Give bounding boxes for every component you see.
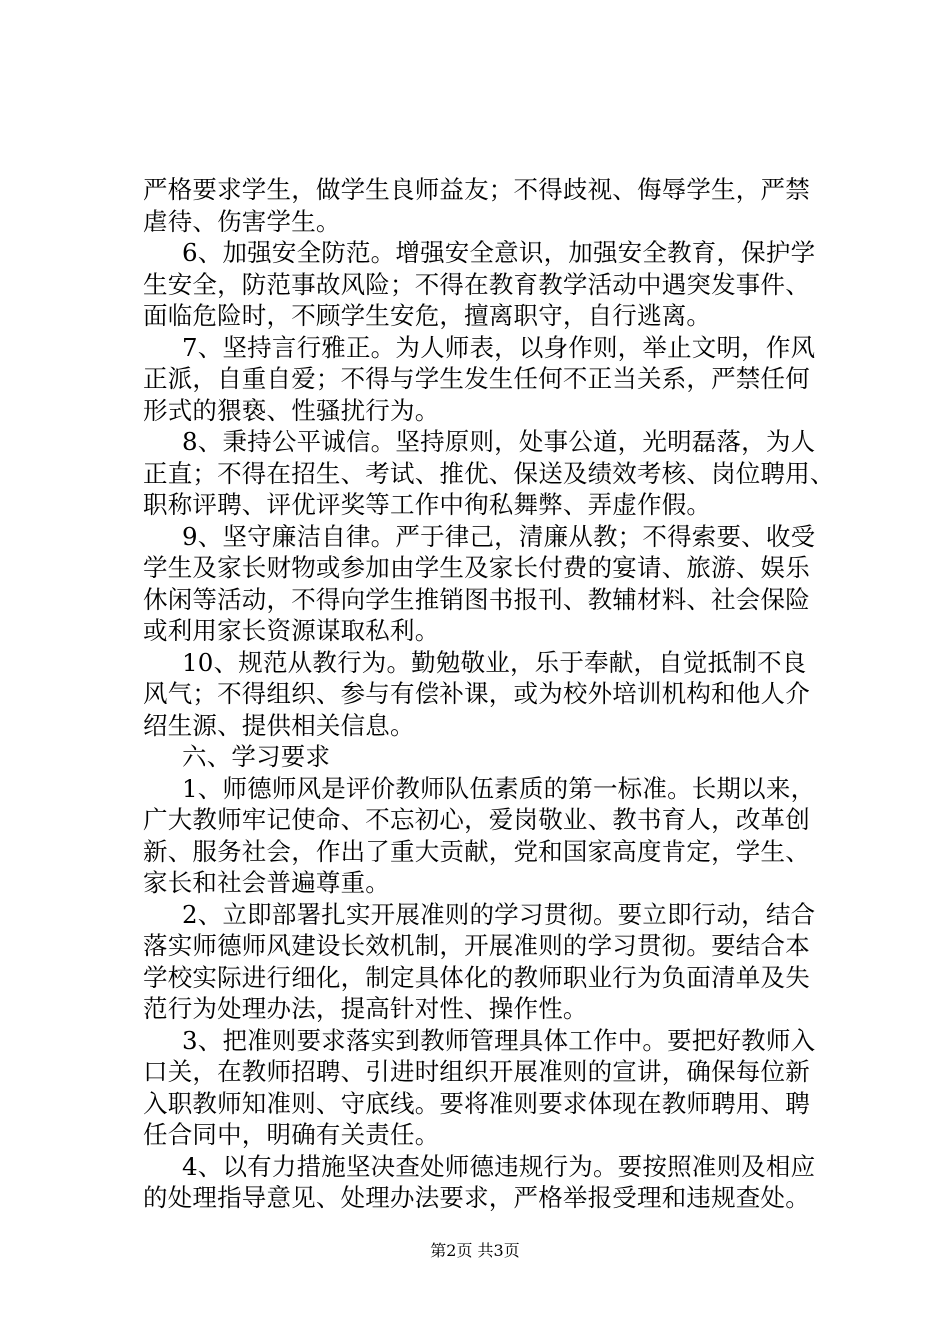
text-line: 生安全，防范事故风险；不得在教育教学活动中遇突发事件、 bbox=[143, 269, 810, 299]
text-line: 1、师德师风是评价教师队伍素质的第一标准。长期以来， bbox=[182, 773, 816, 803]
text-line: 3、把准则要求落实到教师管理具体工作中。要把好教师入 bbox=[182, 1025, 816, 1055]
text-line: 6、加强安全防范。增强安全意识，加强安全教育，保护学 bbox=[182, 238, 816, 267]
text-line: 风气；不得组织、参与有偿补课，或为校外培训机构和他人介 bbox=[143, 679, 810, 708]
text-line: 家长和社会普遍尊重。 bbox=[143, 868, 390, 897]
text-line: 形式的猥亵、性骚扰行为。 bbox=[143, 395, 440, 425]
text-line: 正派，自重自爱；不得与学生发生任何不正当关系，严禁任何 bbox=[143, 364, 810, 393]
text-line: 新、服务社会，作出了重大贡献，党和国家高度肯定，学生、 bbox=[143, 836, 810, 866]
text-line: 正直；不得在招生、考试、推优、保送及绩效考核、岗位聘用、 bbox=[143, 458, 835, 488]
text-line: 严格要求学生，做学生良师益友；不得歧视、侮辱学生，严禁 bbox=[143, 175, 810, 204]
text-line: 职称评聘、评优评奖等工作中徇私舞弊、弄虚作假。 bbox=[143, 490, 712, 519]
text-line: 口关，在教师招聘、引进时组织开展准则的宣讲，确保每位新 bbox=[143, 1057, 810, 1086]
text-line: 六、学习要求 bbox=[182, 742, 331, 771]
text-line: 入职教师知准则、守底线。要将准则要求体现在教师聘用、聘 bbox=[143, 1088, 810, 1118]
page-number-footer: 第2页 共3页 bbox=[430, 1241, 520, 1260]
text-line: 面临危险时，不顾学生安危，擅离职守，自行逃离。 bbox=[143, 301, 712, 330]
text-line: 范行为处理办法，提高针对性、操作性。 bbox=[143, 994, 588, 1023]
text-line: 2、立即部署扎实开展准则的学习贯彻。要立即行动，结合 bbox=[182, 899, 816, 929]
text-line: 广大教师牢记使命、不忘初心，爱岗敬业、教书育人，改革创 bbox=[143, 805, 810, 834]
text-line: 学生及家长财物或参加由学生及家长付费的宴请、旅游、娱乐 bbox=[143, 553, 810, 582]
text-line: 落实师德师风建设长效机制，开展准则的学习贯彻。要结合本 bbox=[143, 931, 810, 960]
text-line: 绍生源、提供相关信息。 bbox=[143, 710, 415, 740]
text-line: 7、坚持言行雅正。为人师表，以身作则，举止文明，作风 bbox=[182, 332, 816, 362]
text-line: 4、以有力措施坚决查处师德违规行为。要按照准则及相应 bbox=[182, 1151, 816, 1181]
text-line: 10、规范从教行为。勤勉敬业，乐于奉献，自觉抵制不良 bbox=[182, 647, 807, 677]
text-line: 虐待、伤害学生。 bbox=[143, 206, 341, 236]
text-line: 任合同中，明确有关责任。 bbox=[143, 1120, 440, 1149]
text-line: 或利用家长资源谋取私利。 bbox=[143, 616, 440, 645]
text-line: 8、秉持公平诚信。坚持原则，处事公道，光明磊落，为人 bbox=[182, 427, 816, 456]
text-line: 学校实际进行细化，制定具体化的教师职业行为负面清单及失 bbox=[143, 962, 810, 992]
text-line: 休闲等活动，不得向学生推销图书报刊、教辅材料、社会保险 bbox=[143, 584, 810, 614]
document-body bbox=[143, 174, 833, 1214]
text-line: 的处理指导意见、处理办法要求，严格举报受理和违规查处。 bbox=[143, 1183, 810, 1212]
text-line: 9、坚守廉洁自律。严于律己，清廉从教；不得索要、收受 bbox=[182, 521, 816, 551]
